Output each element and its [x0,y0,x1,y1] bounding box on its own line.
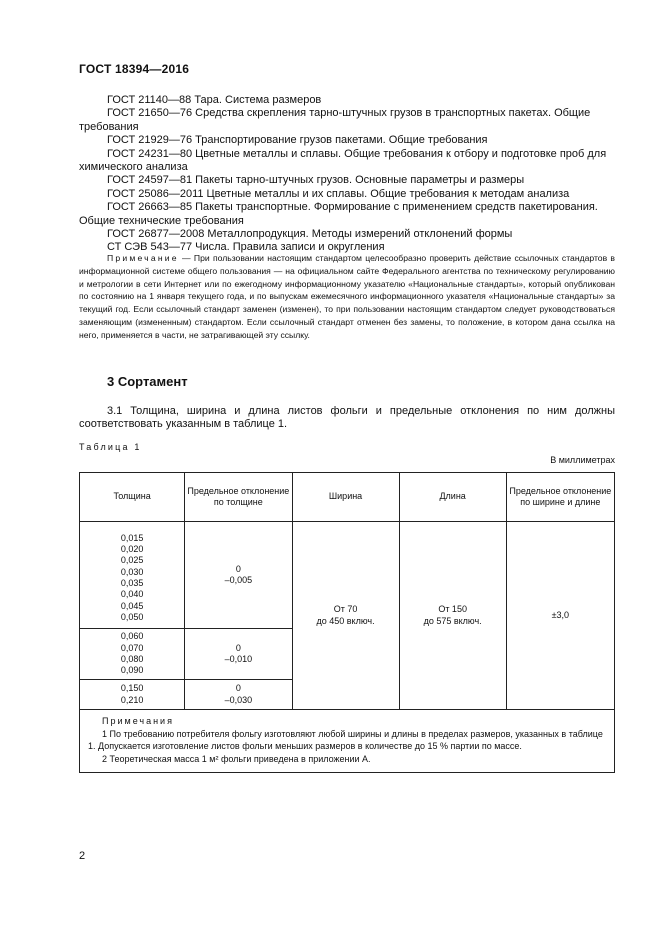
width-length-deviation-cell: ±3,0 [506,522,614,710]
deviation-upper: 0 [235,683,241,694]
thickness-value: 0,015 [120,532,144,543]
thickness-cell [80,680,185,710]
thickness-value: 0,060 [120,631,144,642]
thickness-deviation-cell [185,522,292,629]
document-header: ГОСТ 18394—2016 [79,62,190,76]
note-text: — При пользовании настоящим стандартом целесообразно проверить действие ссылочных стандартов в информационной системе общего пользования — на официальном сайте Федерального агентства по техническому регулированию и метрологии в сети Интернет или по ежегодному информационному указателю «Национальные стандарты», который опубликован по состоянию на 1 января текущего года, и по выпускам ежемесячного информационного указателя «Национальные стандарты» за текущий год. Если ссылочный стандарт заменен (изменен), то при пользовании настоящим стандартом следует руководствоваться заменяющим (измененным) стандартом. Если ссылочный стандарт отменен без замены, то положение, в котором дана ссылка на него, применяется в части, не затрагивающей эту ссылку. [79,253,615,340]
thickness-cell [80,629,185,680]
thickness-value: 0,030 [120,566,144,577]
header-thickness: Толщина [80,473,185,522]
header-width-length-deviation: Предельное отклонение по ширине и длине [506,473,614,522]
reference-item: ГОСТ 21650—76 Средства скрепления тарно-штучных грузов в транспортных пакетах. Общие требования [79,107,591,133]
table-notes-row [80,710,615,773]
table-units: В миллиметрах [550,455,615,465]
length-from: От 150 [438,604,467,615]
section-title: 3 Сортамент [107,374,188,389]
width-to: до 450 включ. [316,615,375,626]
deviation-lower: –0,030 [224,694,253,705]
thickness-value: 0,045 [120,600,144,611]
references-note [79,252,615,342]
header-thickness-deviation: Предельное отклонение по толщине [185,473,292,522]
deviation-upper: 0 [235,563,241,574]
dimensions-table [79,472,615,773]
reference-item: ГОСТ 21140—88 Тара. Система размеров [107,94,322,106]
deviation-lower: –0,005 [224,575,253,585]
table-note: 2 Теоретическая масса 1 м² фольги приведена в приложении А. [102,753,371,764]
table-header-row [80,473,615,522]
normative-references-list [79,94,615,255]
header-width: Ширина [292,473,399,522]
reference-item: ГОСТ 21929—76 Транспортирование грузов пакетами. Общие требования [107,134,488,147]
thickness-list [80,533,184,623]
header-length: Длина [399,473,506,522]
reference-item: ГОСТ 24231—80 Цветные металлы и сплавы. Общие требования к отбору и подготовке проб для химического анализа [79,147,607,174]
table-notes [80,710,615,773]
page-number: 2 [79,850,86,862]
thickness-value: 0,090 [120,665,144,676]
thickness-value: 0,040 [120,589,144,600]
deviation-upper: 0 [235,642,241,653]
thickness-cell [80,522,185,629]
table-caption: Таблица 1 [79,442,142,452]
reference-item: ГОСТ 24597—81 Пакеты тарно-штучных грузов. Основные параметры и размеры [107,174,525,187]
notes-title: Примечания [102,716,174,726]
section-paragraph: 3.1 Толщина, ширина и длина листов фольги и предельные отклонения по ним должны соответствовать указанным в таблице 1. [79,405,615,431]
reference-item: СТ СЭВ 543—77 Числа. Правила записи и округления [107,241,385,254]
table-row [80,522,615,629]
thickness-value: 0,035 [120,578,144,588]
thickness-value: 0,050 [120,611,144,622]
thickness-deviation-cell [185,680,292,710]
table-note: 1 По требованию потребителя фольгу изготовляют любой ширины и длины в пределах размеров, указанных в таблице 1. Допускается изготовление листов фольги меньших размеров в количестве до 15 % партии по массе. [88,728,603,751]
note-label: Примечание [107,253,179,263]
deviation-lower: –0,010 [224,654,253,664]
width-cell [292,522,399,710]
reference-item: ГОСТ 26663—85 Пакеты транспортные. Формирование с применением средств пакетирования. Общие технические требования [79,201,598,227]
thickness-value: 0,210 [120,694,144,705]
length-to: до 575 включ. [423,615,482,626]
width-from: От 70 [333,604,358,615]
thickness-value: 0,025 [120,555,144,566]
length-cell [399,522,506,710]
thickness-list [80,631,184,676]
thickness-list [80,683,184,706]
thickness-value: 0,020 [120,544,144,555]
reference-item: ГОСТ 25086—2011 Цветные металлы и их сплавы. Общие требования к методам анализа [107,187,570,200]
thickness-value: 0,080 [120,654,144,664]
thickness-deviation-cell [185,629,292,680]
thickness-value: 0,070 [120,642,144,653]
reference-item: ГОСТ 26877—2008 Металлопродукция. Методы измерений отклонений формы [107,228,513,241]
thickness-value: 0,150 [120,683,144,694]
